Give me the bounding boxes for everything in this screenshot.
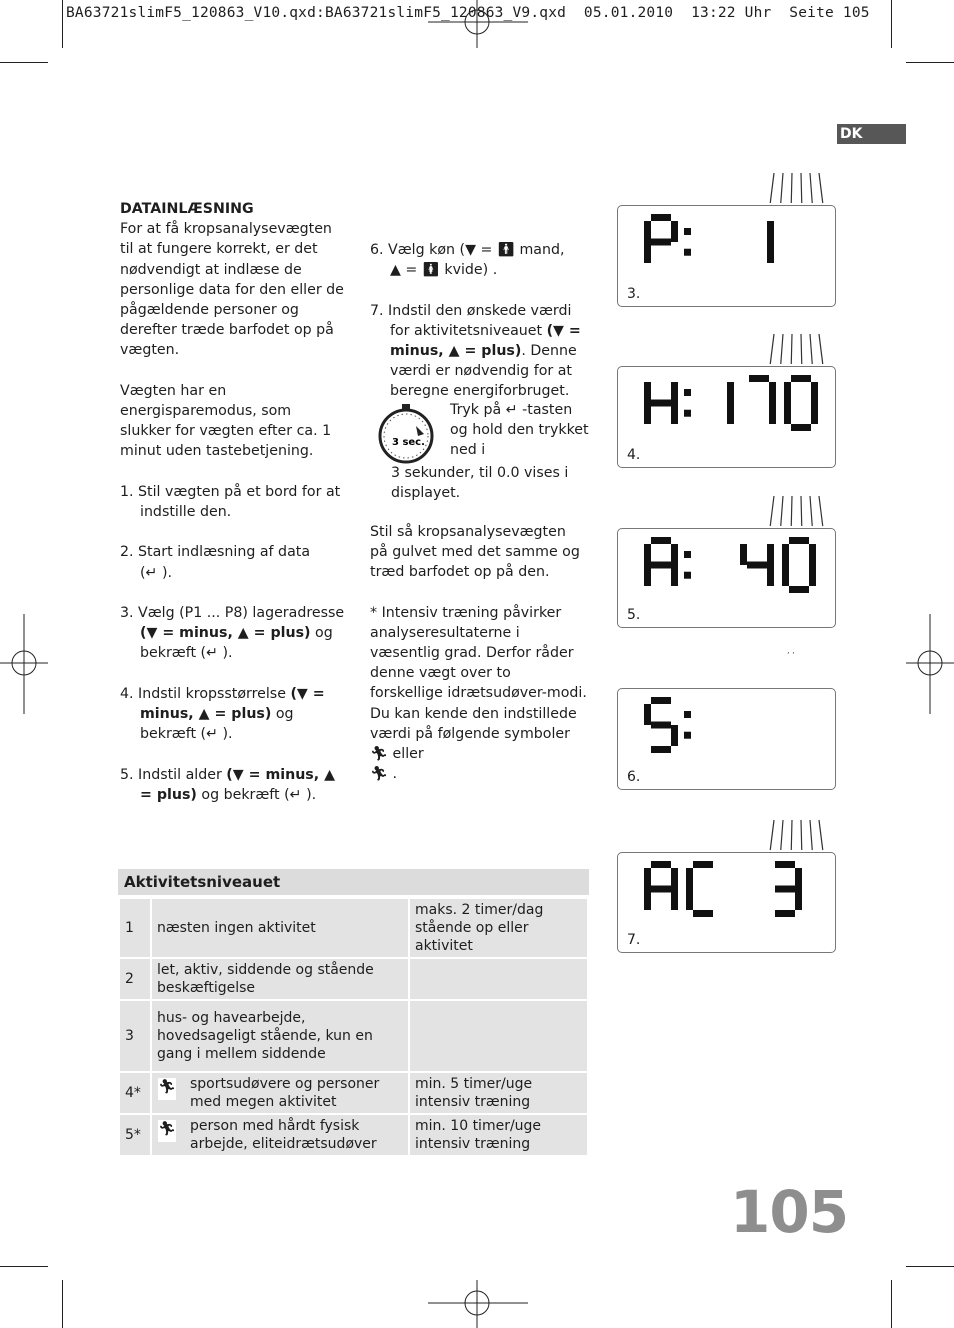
lcd-colon: [684, 389, 691, 396]
blink-ray: [791, 496, 792, 526]
table-row: [119, 958, 588, 1000]
lcd-segment: [782, 565, 789, 586]
lcd-segment: [740, 544, 747, 565]
lcd-segment: [727, 403, 734, 424]
lcd-segment: [644, 382, 651, 403]
svg-text:A: 40: A: 40: [618, 530, 621, 531]
blink-ray: [819, 334, 823, 364]
description-cell: 🏃︎ person med hårdt fysisk arbejde, eliteidrætsudøver: [151, 1114, 409, 1156]
lcd-segment: [651, 722, 671, 729]
lcd-segment: [747, 562, 767, 569]
lcd-segment: [791, 375, 811, 382]
note-cell: min. 5 timer/uge intensiv træning: [409, 1072, 588, 1114]
lcd-segment: [784, 403, 791, 424]
lcd-step-label: 3.: [627, 286, 641, 302]
lcd-segment: [644, 565, 651, 586]
table-row: [119, 1114, 588, 1156]
blink-rays-icon: [760, 330, 840, 370]
lcd-segment: [749, 375, 769, 382]
timer-block: [370, 402, 588, 502]
lcd-readout-4: [618, 367, 835, 467]
blink-ray: [770, 820, 774, 850]
lcd-colon: [684, 249, 691, 256]
lcd-segment: [651, 562, 671, 569]
description-cell: næsten ingen aktivitet: [151, 898, 409, 958]
lcd-step-label: 4.: [627, 447, 641, 463]
blink-ray: [819, 173, 823, 203]
step-6: 6. Vælg køn (▼ = 🚹︎ mand, ▲ = 🚺︎ kvide) .: [370, 242, 565, 279]
female-icon: 🚺︎: [421, 262, 440, 279]
energy-text: Vægten har en energisparemodus, som slukker for vægten efter ca. 1 minut uden tastebetjening.: [120, 382, 332, 460]
level-cell: 2: [119, 958, 151, 1000]
step-1: 1. Stil vægten på et bord for at indstille den.: [120, 483, 341, 521]
lcd-segment: [767, 565, 774, 586]
svg-text:H:170: H:170: [618, 368, 621, 369]
lcd-segment: [686, 889, 693, 910]
lcd-segment: [651, 861, 671, 868]
svg-text:3 sec.: 3 sec.: [392, 436, 425, 448]
lcd-segment: [651, 537, 671, 544]
note-cell: [409, 1000, 588, 1072]
blink-ray: [781, 334, 783, 364]
crop-mark: [0, 1266, 48, 1267]
enter-key-icon: ↵: [206, 726, 218, 743]
description-cell: let, aktiv, siddende og stående beskæftigelse: [151, 958, 409, 1000]
crop-mark: [891, 1280, 892, 1328]
lcd-segment: [671, 725, 678, 746]
press-text: Tryk på ↵ -tasten og hold den trykket ned i: [450, 401, 589, 459]
lcd-segment: [795, 868, 802, 889]
athlete-icon: 🏃︎: [158, 1078, 176, 1100]
activity-table: [118, 869, 589, 1157]
lcd-step-label: 6.: [627, 769, 641, 785]
blink-ray: [791, 173, 792, 203]
registration-mark-left: [0, 614, 48, 714]
lcd-segment: [767, 544, 774, 565]
lcd-segment: [651, 239, 671, 246]
table-title: Aktivitetsniveauet: [118, 869, 589, 897]
press-text-cont: 3 sekunder, til 0.0 vises i displayet.: [391, 464, 569, 501]
stopwatch-icon: [376, 404, 436, 466]
lcd-segment: [651, 886, 671, 893]
level-cell: 1: [119, 898, 151, 958]
lcd-segment: [811, 403, 818, 424]
svg-text:AC 3: AC 3: [618, 854, 621, 855]
lcd-display-4: [617, 366, 836, 468]
registration-mark-bottom: [428, 1280, 528, 1328]
blink-rays-icon: [760, 492, 840, 532]
crop-mark: [906, 62, 954, 63]
note-cell: [409, 958, 588, 1000]
lcd-segment: [644, 868, 651, 889]
print-slug: BA63721slimF5_120863_V10.qxd:BA63721slimF5_120863_V9.qxd 05.01.2010 13:22 Uhr Seite 105: [66, 5, 870, 21]
blink-ray: [819, 496, 823, 526]
lcd-segment: [671, 868, 678, 889]
table-row: [119, 1000, 588, 1072]
lcd-segment: [791, 424, 811, 431]
male-icon: 🚹︎: [496, 242, 515, 258]
lcd-colon: [684, 732, 691, 739]
lcd-segment: [775, 861, 795, 868]
lcd-readout-5: [618, 529, 835, 627]
lcd-segment: [651, 697, 671, 704]
athlete-icon: 🏃︎: [370, 746, 389, 763]
blink-ray: [781, 820, 783, 850]
lcd-segment: [644, 544, 651, 565]
lcd-readout-6: [618, 689, 835, 789]
svg-text:P: 1: P: 1: [618, 207, 620, 208]
blink-ray: [810, 820, 812, 850]
description-cell: hus- og havearbejde, hovedsageligt stående, kun en gang i mellem siddende: [151, 1000, 409, 1072]
lcd-segment: [789, 537, 809, 544]
table-body: [118, 897, 589, 1157]
blink-ray: [791, 820, 792, 850]
lcd-segment: [809, 565, 816, 586]
athlete-star-icon: 🏃︎: [370, 766, 389, 783]
lcd-segment: [767, 221, 774, 242]
lcd-segment: [809, 544, 816, 565]
stray-marks: ’ ’: [787, 651, 795, 660]
step-7: 7. Indstil den ønskede værdi for aktivitetsniveauet (▼ = minus, ▲ = plus). Denne værdi er nødvendig for at beregne energiforbruget.: [370, 302, 581, 400]
lcd-segment: [789, 586, 809, 593]
lcd-segment: [671, 544, 678, 565]
lcd-segment: [686, 868, 693, 889]
level-cell: 5*: [119, 1114, 151, 1156]
lcd-segment: [795, 889, 802, 910]
blink-ray: [801, 173, 802, 203]
lcd-segment: [693, 910, 713, 917]
crop-mark: [62, 1280, 63, 1328]
lcd-step-label: 7.: [627, 932, 641, 948]
blink-ray: [781, 173, 783, 203]
crop-mark: [0, 62, 48, 63]
note-cell: maks. 2 timer/dag stående op eller aktivitet: [409, 898, 588, 958]
step-4: 4. Indstil kropsstørrelse (▼ = minus, ▲ = plus) og bekræft (↵ ).: [120, 685, 325, 743]
lcd-segment: [651, 746, 671, 753]
lcd-step-label: 5.: [627, 607, 641, 623]
lcd-segment: [811, 382, 818, 403]
lcd-segment: [671, 221, 678, 242]
blink-ray: [770, 334, 774, 364]
lcd-colon: [684, 551, 691, 558]
lcd-segment: [775, 910, 795, 917]
blink-ray: [791, 334, 792, 364]
lcd-colon: [684, 410, 691, 417]
level-cell: 4*: [119, 1072, 151, 1114]
crop-mark: [906, 1266, 954, 1267]
table-row: [119, 1072, 588, 1114]
blink-ray: [781, 496, 783, 526]
lcd-segment: [671, 382, 678, 403]
blink-ray: [801, 496, 802, 526]
lcd-segment: [769, 382, 776, 403]
lcd-segment: [727, 382, 734, 403]
lcd-display-5: [617, 528, 836, 628]
column-left: [120, 199, 345, 805]
step-2: 2. Start indlæsning af data (↵ ).: [120, 544, 311, 581]
stand-text: Stil så kropsanalysevægten på gulvet med det samme og træd barfodet op på den.: [370, 523, 580, 581]
lcd-display-6: [617, 688, 836, 790]
registration-mark-right: [906, 614, 954, 714]
lcd-segment: [644, 242, 651, 263]
step-5: 5. Indstil alder (▼ = minus, ▲ = plus) og bekræft (↵ ).: [120, 766, 335, 803]
lcd-display-3: [617, 205, 836, 307]
lcd-segment: [671, 403, 678, 424]
note-cell: min. 10 timer/uge intensiv træning: [409, 1114, 588, 1156]
enter-key-icon: ↵: [289, 786, 302, 803]
blink-ray: [801, 820, 802, 850]
lcd-segment: [644, 889, 651, 910]
page-number: 105: [730, 1178, 849, 1246]
blink-ray: [819, 820, 823, 850]
blink-ray: [810, 334, 812, 364]
language-tab: DK: [837, 124, 906, 144]
lcd-segment: [769, 403, 776, 424]
lcd-readout-7: [618, 853, 835, 952]
lcd-segment: [651, 400, 671, 407]
table-row: [119, 898, 588, 958]
lcd-readout-3: [618, 206, 835, 306]
level-cell: 3: [119, 1000, 151, 1072]
enter-key-icon: ↵: [206, 645, 218, 662]
lcd-segment: [644, 704, 651, 725]
lcd-colon: [684, 572, 691, 579]
section-heading: DATAINLÆSNING: [120, 201, 254, 217]
lcd-colon: [684, 711, 691, 718]
note-text: * Intensiv træning påvirker analyseresultaterne i væsentlig grad. Derfor råder denne vægt over to forskellige idrætsudøver-modi. Du kan kende den indstillede værdi på følgende symboler 🏃︎ eller 🏃︎ .: [370, 604, 587, 783]
blink-ray: [770, 496, 774, 526]
lcd-segment: [644, 221, 651, 242]
crop-mark: [891, 0, 892, 48]
column-middle: [370, 240, 588, 784]
blink-ray: [801, 334, 802, 364]
lcd-display-7: [617, 852, 836, 953]
lcd-segment: [784, 382, 791, 403]
step-3: 3. Vælg (P1 ... P8) lageradresse (▼ = minus, ▲ = plus) og bekræft (↵ ).: [120, 605, 345, 662]
lcd-colon: [684, 228, 691, 235]
blink-rays-icon: [760, 816, 840, 856]
enter-key-icon: ↵: [145, 564, 158, 581]
lcd-segment: [671, 565, 678, 586]
blink-ray: [810, 496, 812, 526]
athlete-star-icon: 🏃︎: [158, 1120, 176, 1142]
lcd-segment: [782, 544, 789, 565]
description-cell: 🏃︎ sportsudøvere og personer med megen aktivitet: [151, 1072, 409, 1114]
lcd-segment: [775, 886, 795, 893]
blink-ray: [770, 173, 774, 203]
intro-text: For at få kropsanalysevægten til at fungere korrekt, er det nødvendigt at indlæse de personlige data for den eller de pågældende personer og derefter træde barfodet op på vægten.: [120, 221, 344, 359]
enter-key-icon: ↵: [505, 401, 518, 418]
svg-text:S:: S:: [618, 690, 619, 691]
lcd-segment: [651, 214, 671, 221]
lcd-segment: [693, 861, 713, 868]
lcd-segment: [767, 242, 774, 263]
lcd-segment: [644, 403, 651, 424]
crop-mark: [62, 0, 63, 48]
blink-ray: [810, 173, 812, 203]
blink-rays-icon: [760, 169, 840, 209]
lcd-segment: [671, 889, 678, 910]
